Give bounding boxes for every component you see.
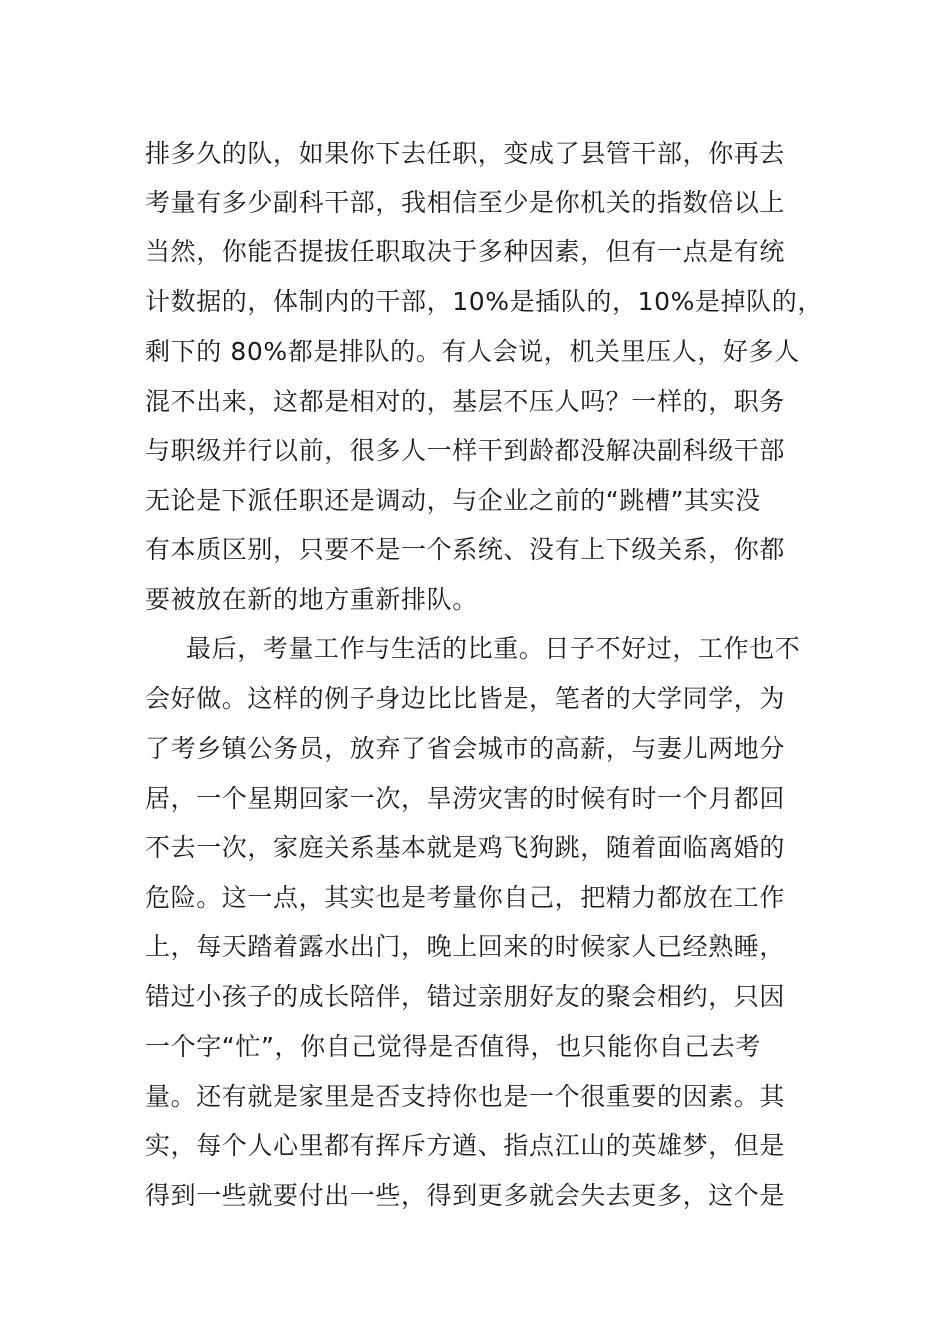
text-line: 上，每天踏着露水出门，晚上回来的时候家人已经熟睡， [145,932,786,961]
text-line: 实，每个人心里都有挥斥方遒、指点江山的英雄梦，但是 [145,1131,786,1160]
text-line: 得到一些就要付出一些，得到更多就会失去更多，这个是 [145,1181,786,1210]
text-line: 混不出来，这都是相对的，基层不压人吗？一样的，职务 [145,387,786,416]
text-line: 错过小孩子的成长陪伴，错过亲朋好友的聚会相约，只因 [145,982,786,1011]
text-line: 一个字“忙”，你自己觉得是否值得，也只能你自己去考 [145,1032,761,1061]
text-line: 不去一次，家庭关系基本就是鸡飞狗跳，随着面临离婚的 [145,833,786,862]
text-line: 要被放在新的地方重新排队。 [145,585,478,614]
text-line: 危险。这一点，其实也是考量你自己，把精力都放在工作 [145,883,786,912]
text-line: 量。还有就是家里是否支持你也是一个很重要的因素。其 [145,1082,786,1111]
text-line: 计数据的，体制内的干部，10%是插队的，10%是掉队的， [145,287,823,316]
text-line: 剩下的 80%都是排队的。有人会说，机关里压人，好多人 [145,337,800,366]
text-line: 了考乡镇公务员，放弃了省会城市的高薪，与妻儿两地分 [145,734,786,763]
text-line: 考量有多少副科干部，我相信至少是你机关的指数倍以上 [145,188,786,217]
text-line: 无论是下派任职还是调动，与企业之前的“跳槽”其实没 [145,486,761,515]
text-line: 会好做。这样的例子身边比比皆是，笔者的大学同学，为 [145,684,786,713]
text-line: 居，一个星期回家一次，旱涝灾害的时候有时一个月都回 [145,784,786,813]
text-line: 有本质区别，只要不是一个系统、没有上下级关系，你都 [145,535,786,564]
text-line: 排多久的队，如果你下去任职，变成了县管干部，你再去 [145,139,786,168]
text-line: 与职级并行以前，很多人一样干到龄都没解决副科级干部 [145,436,786,465]
text-line: 当然，你能否提拔任职取决于多种因素，但有一点是有统 [145,237,786,266]
paragraph-first-line: 最后，考量工作与生活的比重。日子不好过，工作也不 [186,634,801,663]
